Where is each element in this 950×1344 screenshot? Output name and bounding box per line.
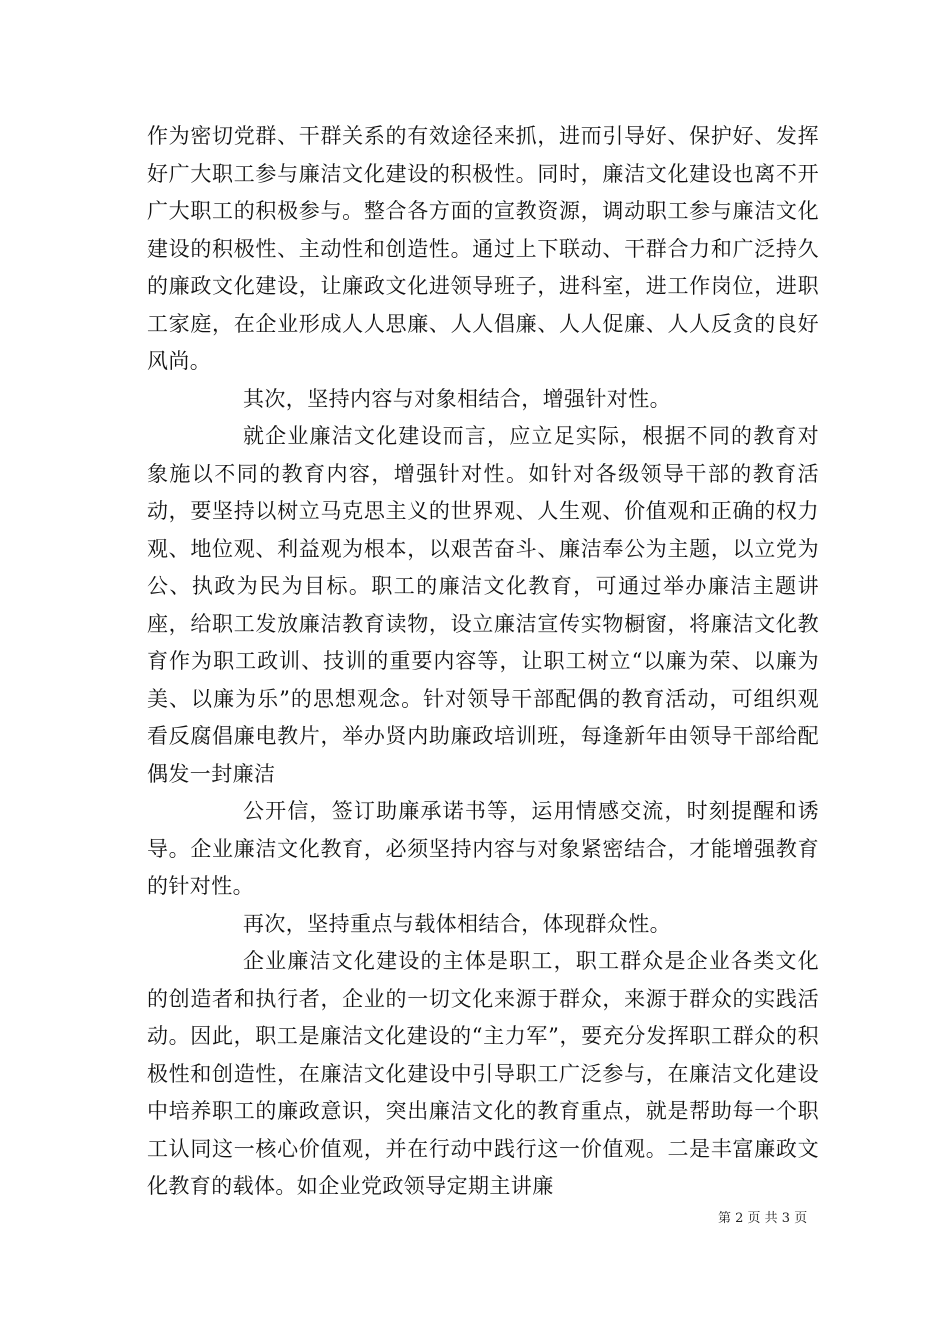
document-body [147,118,819,1206]
paragraph-2-heading: 其次，坚持内容与对象相结合，增强针对性。 [243,386,671,411]
page-number-footer: 第 2 页 共 3 页 [718,1211,808,1226]
paragraph-5-heading: 再次，坚持重点与载体相结合，体现群众性。 [243,911,671,936]
paragraph-6: 企业廉洁文化建设的主体是职工，职工群众是企业各类文化的创造者和执行者，企业的一切文化来源于群众，来源于群众的实践活动。因此，职工是廉洁文化建设的“主力军”，要充分发挥职工群众的积极性和创造性，在廉洁文化建设中引导职工广泛参与，在廉洁文化建设中培养职工的廉政意识，突出廉洁文化的教育重点，就是帮助每一个职工认同这一核心价值观，并在行动中践行这一价值观。二是丰富廉政文化教育的载体。如企业党政领导定期主讲廉 [147,949,819,1198]
paragraph-3: 就企业廉洁文化建设而言，应立足实际，根据不同的教育对象施以不同的教育内容，增强针对性。如针对各级领导干部的教育活动，要坚持以树立马克思主义的世界观、人生观、价值观和正确的权力观、地位观、利益观为根本，以艰苦奋斗、廉洁奉公为主题，以立党为公、执政为民为目标。职工的廉洁文化教育，可通过举办廉洁主题讲座，给职工发放廉洁教育读物，设立廉洁宣传实物橱窗，将廉洁文化教育作为职工政训、技训的重要内容等，让职工树立“以廉为荣、以廉为美、以廉为乐”的思想观念。针对领导干部配偶的教育活动，可组织观看反腐倡廉电教片，举办贤内助廉政培训班，每逢新年由领导干部给配偶发一封廉洁 [147,424,819,786]
paragraph-1: 作为密切党群、干群关系的有效途径来抓，进而引导好、保护好、发挥好广大职工参与廉洁文化建设的积极性。同时，廉洁文化建设也离不开广大职工的积极参与。整合各方面的宣教资源，调动职工参与廉洁文化建设的积极性、主动性和创造性。通过上下联动、干群合力和广泛持久的廉政文化建设，让廉政文化进领导班子，进科室，进工作岗位，进职工家庭，在企业形成人人思廉、人人倡廉、人人促廉、人人反贪的良好风尚。 [147,124,819,373]
paragraph-4: 公开信，签订助廉承诺书等，运用情感交流，时刻提醒和诱导。企业廉洁文化教育，必须坚持内容与对象紧密结合，才能增强教育的针对性。 [147,799,819,898]
